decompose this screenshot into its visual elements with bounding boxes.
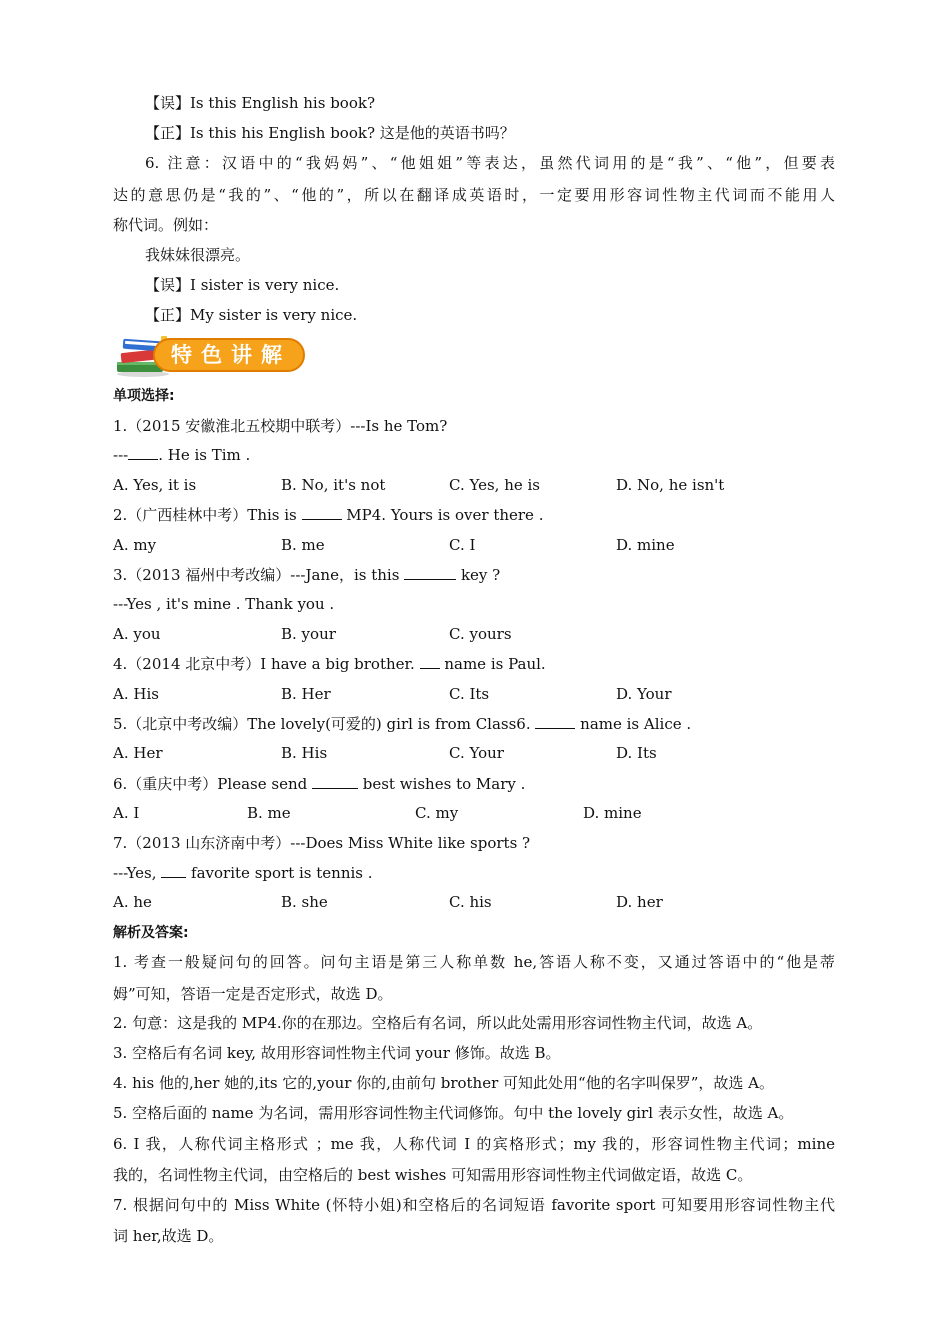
stem-suffix: MP4. Yours is over there . — [341, 506, 544, 524]
answer-line: 6. I 我，人称代词主格形式 ；me 我，人称代词 I 的宾格形式；my 我的，形容词性物主代词；mine — [113, 1135, 835, 1153]
question-6-option-c: C. my — [415, 804, 459, 822]
question-1-option-a: A. Yes, it is — [113, 476, 197, 494]
stem-suffix: key ? — [456, 566, 501, 584]
question-4-option-a: A. His — [113, 685, 159, 703]
stem-prefix: 5.（北京中考改编）The lovely(可爱的) girl is from Class6. — [113, 715, 536, 733]
question-7-option-a: A. he — [113, 893, 152, 911]
question-2-option-b: B. me — [281, 536, 325, 554]
question-2-option-d: D. mine — [616, 536, 675, 554]
question-7-option-b: B. she — [281, 893, 328, 911]
question-4-option-b: B. Her — [281, 685, 331, 703]
question-5-stem — [113, 714, 691, 734]
answers-title: 解析及答案: — [113, 925, 189, 941]
note-6-line-1: 6. 注意：汉语中的“我妈妈”、“他姐姐”等表达，虽然代词用的是“我”、“他”，但要表 — [145, 154, 835, 172]
answer-line: 姆”可知，答语一定是否定形式，故选 D。 — [113, 985, 393, 1003]
question-3-option-c: C. yours — [449, 625, 512, 643]
answer-blank — [161, 863, 186, 878]
stem-prefix: 6.（重庆中考）Please send — [113, 775, 312, 793]
question-3-option-a: A. you — [113, 625, 161, 643]
answer-blank — [404, 565, 456, 580]
question-1-option-c: C. Yes, he is — [449, 476, 540, 494]
note-6-line-3: 称代词。例如： — [113, 216, 219, 234]
answer-blank — [128, 445, 158, 460]
question-7-stem: 7.（2013 山东济南中考）---Does Miss White like sports ? — [113, 834, 531, 852]
example-chinese: 我妹妹很漂亮。 — [145, 246, 251, 264]
question-3-stem — [113, 565, 500, 585]
stem-suffix: name is Alice . — [575, 715, 692, 733]
question-5-option-d: D. Its — [616, 744, 657, 762]
answer-line: 词 her,故选 D。 — [113, 1227, 224, 1245]
answer-suffix: . He is Tim . — [158, 446, 251, 464]
question-6-stem — [113, 774, 525, 794]
right-example-1: 【正】Is this his English book? 这是他的英语书吗？ — [145, 124, 515, 142]
stem-prefix: 2.（广西桂林中考）This is — [113, 506, 302, 524]
question-2-stem — [113, 505, 543, 525]
answer-blank — [302, 505, 342, 520]
feature-banner — [113, 332, 313, 378]
question-6-option-b: B. me — [247, 804, 291, 822]
section-title: 单项选择: — [113, 388, 175, 404]
note-6-line-2: 达的意思仍是“我的”、“他的”，所以在翻译成英语时，一定要用形容词性物主代词而不能用人 — [113, 186, 835, 204]
question-7-answer-line — [113, 863, 373, 883]
question-2-option-a: A. my — [113, 536, 157, 554]
answer-line: 我的，名词性物主代词，由空格后的 best wishes 可知需用形容词性物主代词做定语，故选 C。 — [113, 1166, 753, 1184]
answer-prefix: ---Yes, — [113, 864, 162, 882]
question-1-answer-line — [113, 445, 250, 465]
question-7-option-c: C. his — [449, 893, 492, 911]
right-example-2: 【正】My sister is very nice. — [145, 306, 358, 324]
question-3-option-b: B. your — [281, 625, 336, 643]
answer-line: 2. 句意：这是我的 MP4.你的在那边。空格后有名词，所以此处需用形容词性物主代词，故选 A。 — [113, 1014, 763, 1032]
stem-prefix: 4.（2014 北京中考）I have a big brother. — [113, 655, 420, 673]
banner-title: 特色讲解 — [171, 343, 291, 367]
answer-line: 4. his 他的,her 她的,its 它的,your 你的,由前句 brother 可知此处用“他的名字叫保罗”，故选 A。 — [113, 1074, 774, 1092]
answer-line: 1. 考查一般疑问句的回答。问句主语是第三人称单数 he,答语人称不变，又通过答语中的“他是蒂 — [113, 953, 835, 971]
question-5-option-b: B. His — [281, 744, 328, 762]
answer-prefix: --- — [113, 446, 129, 464]
stem-suffix: name is Paul. — [439, 655, 546, 673]
question-4-option-d: D. Your — [616, 685, 672, 703]
question-4-stem — [113, 654, 546, 674]
question-5-option-a: A. Her — [113, 744, 163, 762]
question-6-option-a: A. I — [113, 804, 140, 822]
question-3-reply: ---Yes , it's mine . Thank you . — [113, 595, 335, 613]
question-4-option-c: C. Its — [449, 685, 490, 703]
answer-blank — [535, 714, 575, 729]
answer-line: 3. 空格后有名词 key, 故用形容词性物主代词 your 修饰。故选 B。 — [113, 1044, 561, 1062]
question-6-option-d: D. mine — [583, 804, 642, 822]
question-5-option-c: C. Your — [449, 744, 504, 762]
wrong-example-1: 【误】Is this English his book? — [145, 94, 375, 112]
answer-line: 7. 根据问句中的 Miss White (怀特小姐)和空格后的名词短语 favorite sport 可知要用形容词性物主代 — [113, 1196, 835, 1214]
wrong-example-2: 【误】I sister is very nice. — [145, 276, 340, 294]
answer-blank — [312, 774, 358, 789]
question-1-option-d: D. No, he isn't — [616, 476, 725, 494]
question-7-option-d: D. her — [616, 893, 663, 911]
question-1-stem: 1.（2015 安徽淮北五校期中联考）---Is he Tom? — [113, 417, 448, 435]
question-2-option-c: C. I — [449, 536, 476, 554]
answer-line: 5. 空格后面的 name 为名词，需用形容词性物主代词修饰。句中 the lovely girl 表示女性，故选 A。 — [113, 1104, 794, 1122]
answer-suffix: favorite sport is tennis . — [186, 864, 373, 882]
stem-suffix: best wishes to Mary . — [357, 775, 526, 793]
answer-blank — [420, 654, 440, 669]
question-1-option-b: B. No, it's not — [281, 476, 386, 494]
stem-prefix: 3.（2013 福州中考改编）---Jane，is this — [113, 566, 405, 584]
